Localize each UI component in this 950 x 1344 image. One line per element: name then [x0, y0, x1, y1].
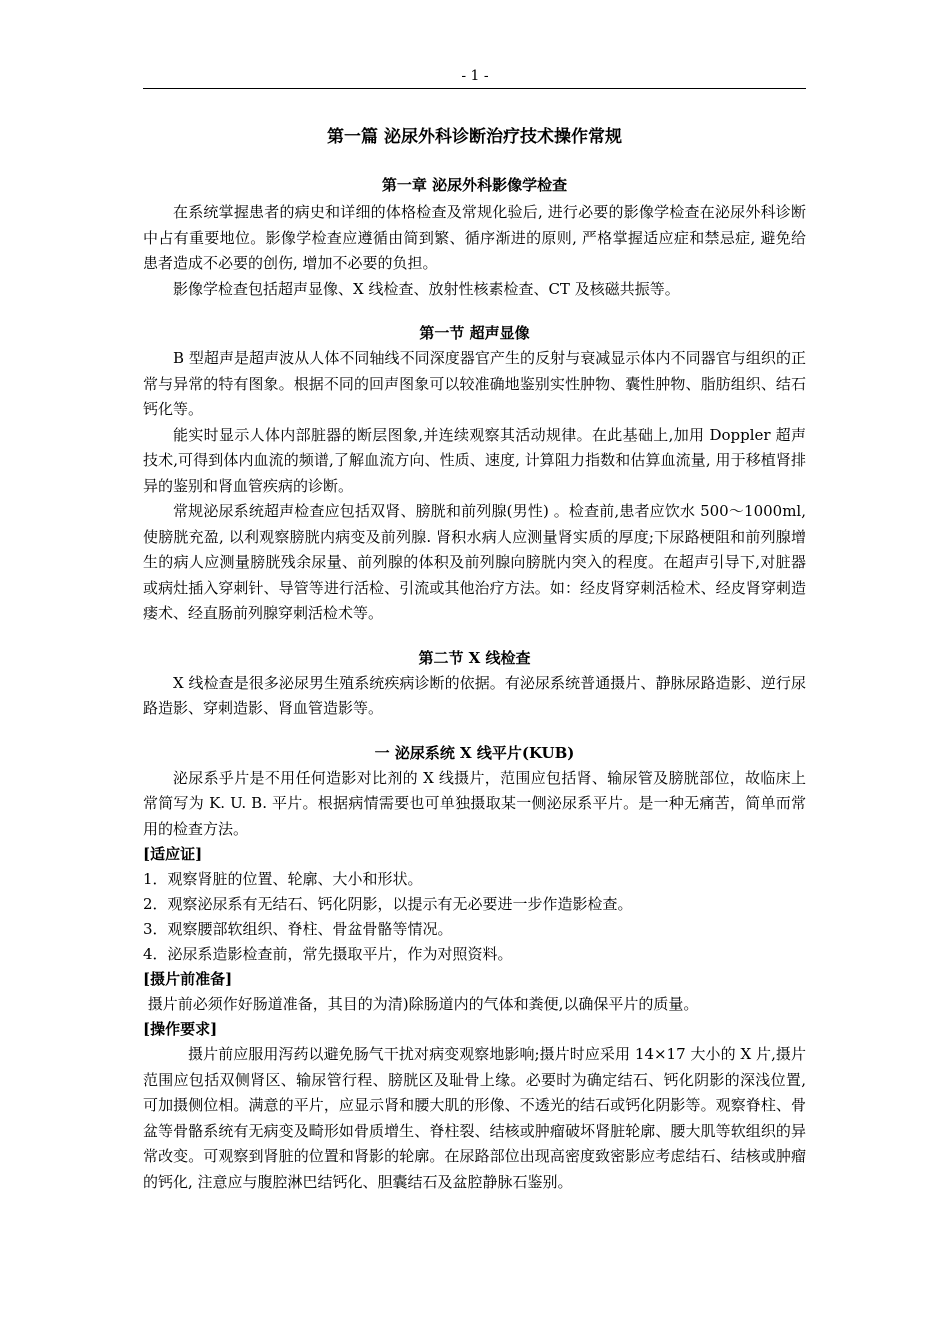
section-paragraph: B 型超声是超声波从人体不同轴线不同深度器官产生的反射与衰减显示体内不同器官与组织的正常与异常的特有图象。根据不同的回声图象可以较准确地鉴别实性肿物、囊性肿物、脂肪组织、结石钙化等。: [143, 349, 806, 418]
prep-text: 摄片前必须作好肠道准备，其目的为清)除肠道内的气体和粪便,以确保平片的质量。: [143, 995, 699, 1013]
subsection-intro: 泌尿系乎片是不用任何造影对比剂的 X 线摄片，范围应包括肾、输尿管及膀胱部位，故临床上常简写为 K. U. B. 平片。根据病情需要也可单独摄取某一侧泌尿系平片。是一种无痛苦，简单而常用的检查方法。: [143, 768, 806, 838]
section-title: 第一节 超声显像: [419, 324, 530, 342]
page-content: [143, 118, 806, 1195]
chapter-paragraph: 在系统掌握患者的病史和详细的体格检查及常规化验后, 进行必要的影像学检查在泌尿外科诊断中占有重要地位。影像学检查应遵循由简到繁、循序渐进的原则, 严格掌握适应症和禁忌症, 避免给患者造成不必要的创伤, 增加不必要的负担。: [143, 203, 806, 272]
indication-item: 1．观察肾脏的位置、轮廓、大小和形状。: [143, 870, 423, 888]
chapter-paragraph: 影像学检查包括超声显像、X 线检查、放射性核素检查、CT 及核磁共振等。: [173, 279, 680, 298]
indication-item: 3．观察腰部软组织、脊柱、骨盆骨骼等情况。: [143, 920, 453, 938]
section-paragraph: 能实时显示人体内部脏器的断层图象,并连续观察其活动规律。在此基础上,加用 Doppler 超声技术,可得到体内血流的频谱,了解血流方向、性质、速度, 计算阻力指数和估算血流量, 用于移植肾排异的鉴别和肾血管疾病的诊断。: [143, 425, 806, 495]
chapter-title: 第一章 泌尿外科影像学检查: [381, 176, 568, 194]
part-title: 第一篇 泌尿外科诊断治疗技术操作常规: [327, 127, 622, 147]
subsection-title: 一 泌尿系统 X 线平片(KUB): [374, 743, 575, 762]
section-paragraph: 常规泌尿系统超声检查应包括双肾、膀胱和前列腺(男性) 。检查前,患者应饮水 500～1000ml, 使膀胱充盈, 以利观察膀胱内病变及前列腺. 肾积水病人应测量肾实质的厚度;下尿路梗阻和前列腺增生的病人应测量膀胱残余尿量、前列腺的体积及前列腺向膀胱内突入的程度。在超声引导下,对脏器或病灶插入穿刺针、导管等进行活检、引流或其他治疗方法。如：经皮肾穿刺活检术、经皮肾穿刺造瘘术、经直肠前列腺穿刺活检术等。: [143, 502, 806, 622]
indication-item: 4．泌尿系造影检查前，常先摄取平片，作为对照资料。: [143, 945, 513, 963]
prep-heading: [摄片前准备]: [143, 970, 233, 988]
indications-heading: [适应证]: [143, 845, 203, 863]
header-rule: [143, 88, 806, 89]
section-title: 第二节 X 线检查: [418, 648, 531, 667]
page-number: - 1 -: [461, 68, 489, 84]
section-paragraph: X 线检查是很多泌尿男生殖系统疾病诊断的依据。有泌尿系统普通摄片、静脉尿路造影、逆行尿路造影、穿刺造影、肾血管造影等。: [143, 673, 806, 717]
ops-heading: [操作要求]: [143, 1020, 218, 1038]
ops-text: 摄片前应服用泻药以避免肠气干扰对病变观察地影响;摄片时应采用 14×17 大小的 X 片,摄片范围应包括双侧肾区、输尿管行程、膀胱区及耻骨上缘。必要时为确定结石、钙化阴影的深浅位置,可加摄侧位相。满意的平片，应显示肾和腰大肌的形像、不透光的结石或钙化阴影等。观察脊柱、骨盆等骨骼系统有无病变及畸形如骨质增生、脊柱裂、结核或肿瘤破坏肾脏轮廓、腰大肌等软组织的异常改变。可观察到肾脏的位置和肾影的轮廓。在尿路部位出现高密度致密影应考虑结石、结核或肿瘤的钙化, 注意应与腹腔淋巴结钙化、胆囊结石及盆腔静脉石鉴别。: [143, 1045, 806, 1191]
indication-item: 2．观察泌尿系有无结石、钙化阴影，以提示有无必要进一步作造影检查。: [143, 895, 633, 913]
